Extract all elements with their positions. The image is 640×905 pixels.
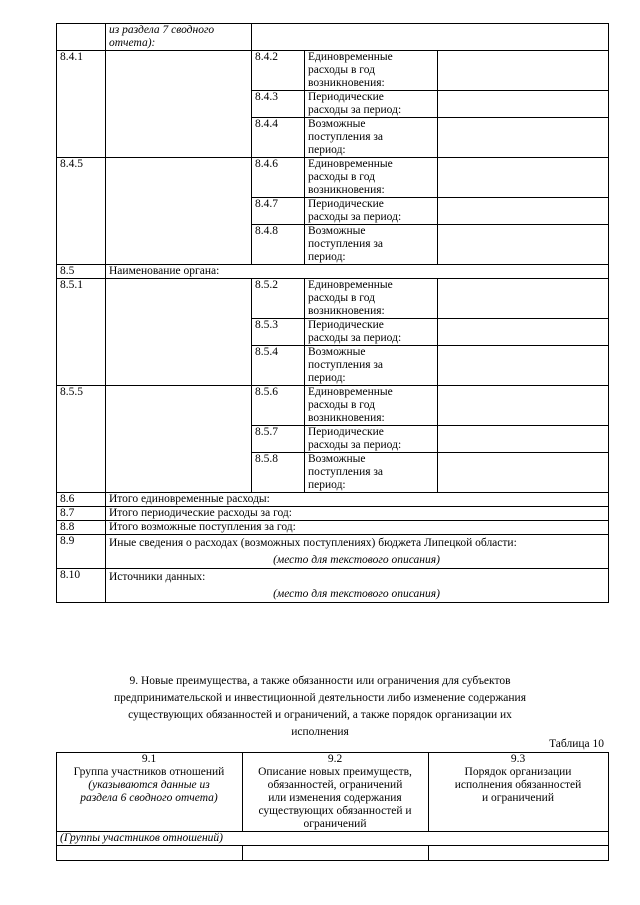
text-line: Порядок организации (464, 766, 572, 778)
sub-id: 8.4.3 (252, 91, 305, 118)
text-line: расходы в год (308, 171, 375, 183)
total-row (57, 507, 609, 521)
table-row (57, 51, 609, 91)
id-cell: 8.9 (57, 535, 106, 569)
text-line: расходы в год (308, 292, 375, 304)
text-line: поступления за (308, 359, 384, 371)
text-line: исполнения обязанностей (454, 779, 582, 791)
sub-id: 8.5.2 (252, 279, 305, 319)
table-10-label: Таблица 10 (549, 738, 604, 750)
text-line: возникновения: (308, 305, 385, 317)
total-row (57, 493, 609, 507)
table-row (57, 279, 609, 319)
block-value (106, 51, 252, 158)
text-line: расходы за период: (308, 439, 402, 451)
text-line: (указываются данные из (88, 779, 210, 791)
sub-value (438, 51, 609, 91)
text-line: Возможные (308, 453, 366, 465)
sub-value (438, 346, 609, 386)
sub-label (305, 158, 438, 198)
col-9-3-header (429, 753, 609, 832)
id-cell (57, 24, 106, 51)
text-line: Группа участников отношений (73, 766, 225, 778)
empty-cell (57, 846, 243, 861)
col-title (432, 766, 604, 805)
sub-label (305, 118, 438, 158)
sub-label (305, 51, 438, 91)
sub-id: 8.5.6 (252, 386, 305, 426)
col-9-2-header (243, 753, 429, 832)
text-line: расходы за период: (308, 211, 402, 223)
sub-label (305, 279, 438, 319)
col-9-1-header (57, 753, 243, 832)
sub-value (438, 198, 609, 225)
empty-cell (243, 846, 429, 861)
text-line: или изменения содержания (268, 792, 402, 804)
text-line: Возможные (308, 346, 366, 358)
text-line: расходы в год (308, 64, 375, 76)
col-number: 9.3 (510, 753, 526, 765)
sub-value (438, 386, 609, 426)
description-label: Иные сведения о расходах (возможных поступлениях) бюджета Липецкой области: (109, 537, 517, 549)
fragment-row (57, 24, 609, 51)
text-line: Периодические (308, 319, 384, 331)
groups-cell: (Группы участников отношений) (57, 832, 609, 846)
description-cell (106, 535, 609, 569)
text-line: Возможные (308, 118, 366, 130)
text-line: расходы в год (308, 399, 375, 411)
sub-id: 8.4.2 (252, 51, 305, 91)
text-line: Периодические (308, 91, 384, 103)
col-title (246, 766, 424, 831)
block-value (106, 158, 252, 265)
total-label: Итого единовременные расходы: (106, 493, 609, 507)
sub-id: 8.5.4 (252, 346, 305, 386)
text-line: обязанностей, ограничений (267, 779, 403, 791)
block-id: 8.5.5 (57, 386, 106, 493)
sub-label (305, 426, 438, 453)
sub-value (438, 91, 609, 118)
empty-row (57, 846, 609, 861)
text-line: раздела 6 сводного отчета) (80, 792, 218, 804)
total-label: Итого периодические расходы за год: (106, 507, 609, 521)
text-line: поступления за (308, 238, 384, 250)
text-line: Единовременные (308, 386, 393, 398)
sub-label (305, 225, 438, 265)
description-hint: (место для текстового описания) (273, 588, 440, 600)
organ-row (57, 265, 609, 279)
empty-cell (429, 846, 609, 861)
sub-id: 8.5.8 (252, 453, 305, 493)
text-line: Единовременные (308, 158, 393, 170)
description-row (57, 535, 609, 569)
text-line: предпринимательской и инвестиционной деятельности либо изменение содержания (113, 692, 527, 704)
total-label: Итого возможные поступления за год: (106, 521, 609, 535)
id-cell: 8.6 (57, 493, 106, 507)
text-line: Описание новых преимуществ, (258, 766, 412, 778)
block-id: 8.4.5 (57, 158, 106, 265)
section-9-heading (110, 673, 530, 741)
sub-label (305, 453, 438, 493)
text-line: расходы за период: (308, 332, 402, 344)
fragment-cell (106, 24, 252, 51)
text-line: период: (308, 251, 346, 263)
sub-id: 8.4.7 (252, 198, 305, 225)
table-10-header-row (57, 753, 609, 832)
block-value (106, 386, 252, 493)
sub-value (438, 118, 609, 158)
description-hint: (место для текстового описания) (273, 554, 440, 566)
text-line: из раздела 7 сводного (109, 24, 215, 36)
sub-label (305, 91, 438, 118)
description-label: Источники данных: (109, 571, 206, 583)
sub-value (438, 225, 609, 265)
description-cell (106, 569, 609, 603)
organ-label: Наименование органа: (106, 265, 609, 279)
id-cell: 8.10 (57, 569, 106, 603)
table-row (57, 386, 609, 426)
col-number: 9.1 (141, 753, 157, 765)
sub-id: 8.4.6 (252, 158, 305, 198)
col-title (60, 766, 238, 779)
text-line: период: (308, 144, 346, 156)
block-id: 8.4.1 (57, 51, 106, 158)
col-number: 9.2 (327, 753, 343, 765)
text-line: Периодические (308, 198, 384, 210)
text-line: Периодические (308, 426, 384, 438)
block-id: 8.5.1 (57, 279, 106, 386)
text-line: поступления за (308, 131, 384, 143)
text-line: отчета): (109, 37, 156, 49)
sub-label (305, 346, 438, 386)
text-line: поступления за (308, 466, 384, 478)
block-value (106, 279, 252, 386)
table-row (57, 158, 609, 198)
table-8 (56, 23, 609, 603)
text-line: Единовременные (308, 279, 393, 291)
sub-value (438, 158, 609, 198)
table-10 (56, 752, 609, 861)
text-line: существующих обязанностей и ограничений, а также порядок организации их (128, 709, 512, 721)
sub-value (438, 319, 609, 346)
sub-value (438, 279, 609, 319)
text-line: существующих обязанностей и (258, 805, 412, 817)
sub-id: 8.5.3 (252, 319, 305, 346)
text-line: Возможные (308, 225, 366, 237)
sub-id: 8.5.7 (252, 426, 305, 453)
sub-id: 8.4.8 (252, 225, 305, 265)
id-cell: 8.7 (57, 507, 106, 521)
text-line: исполнения (291, 726, 349, 738)
id-cell: 8.5 (57, 265, 106, 279)
description-row (57, 569, 609, 603)
sub-label (305, 386, 438, 426)
text-line: 9. Новые преимущества, а также обязанности или ограничения для субъектов (129, 675, 511, 687)
text-line: период: (308, 372, 346, 384)
sub-value (438, 426, 609, 453)
text-line: ограничений (303, 818, 367, 830)
text-line: и ограничений (481, 792, 554, 804)
col-note (60, 779, 238, 805)
text-line: период: (308, 479, 346, 491)
groups-row (57, 832, 609, 846)
sub-label (305, 319, 438, 346)
text-line: возникновения: (308, 184, 385, 196)
sub-id: 8.4.4 (252, 118, 305, 158)
text-line: Единовременные (308, 51, 393, 63)
id-cell: 8.8 (57, 521, 106, 535)
blank-cell (252, 24, 609, 51)
total-row (57, 521, 609, 535)
sub-label (305, 198, 438, 225)
sub-value (438, 453, 609, 493)
text-line: возникновения: (308, 77, 385, 89)
text-line: расходы за период: (308, 104, 402, 116)
text-line: возникновения: (308, 412, 385, 424)
